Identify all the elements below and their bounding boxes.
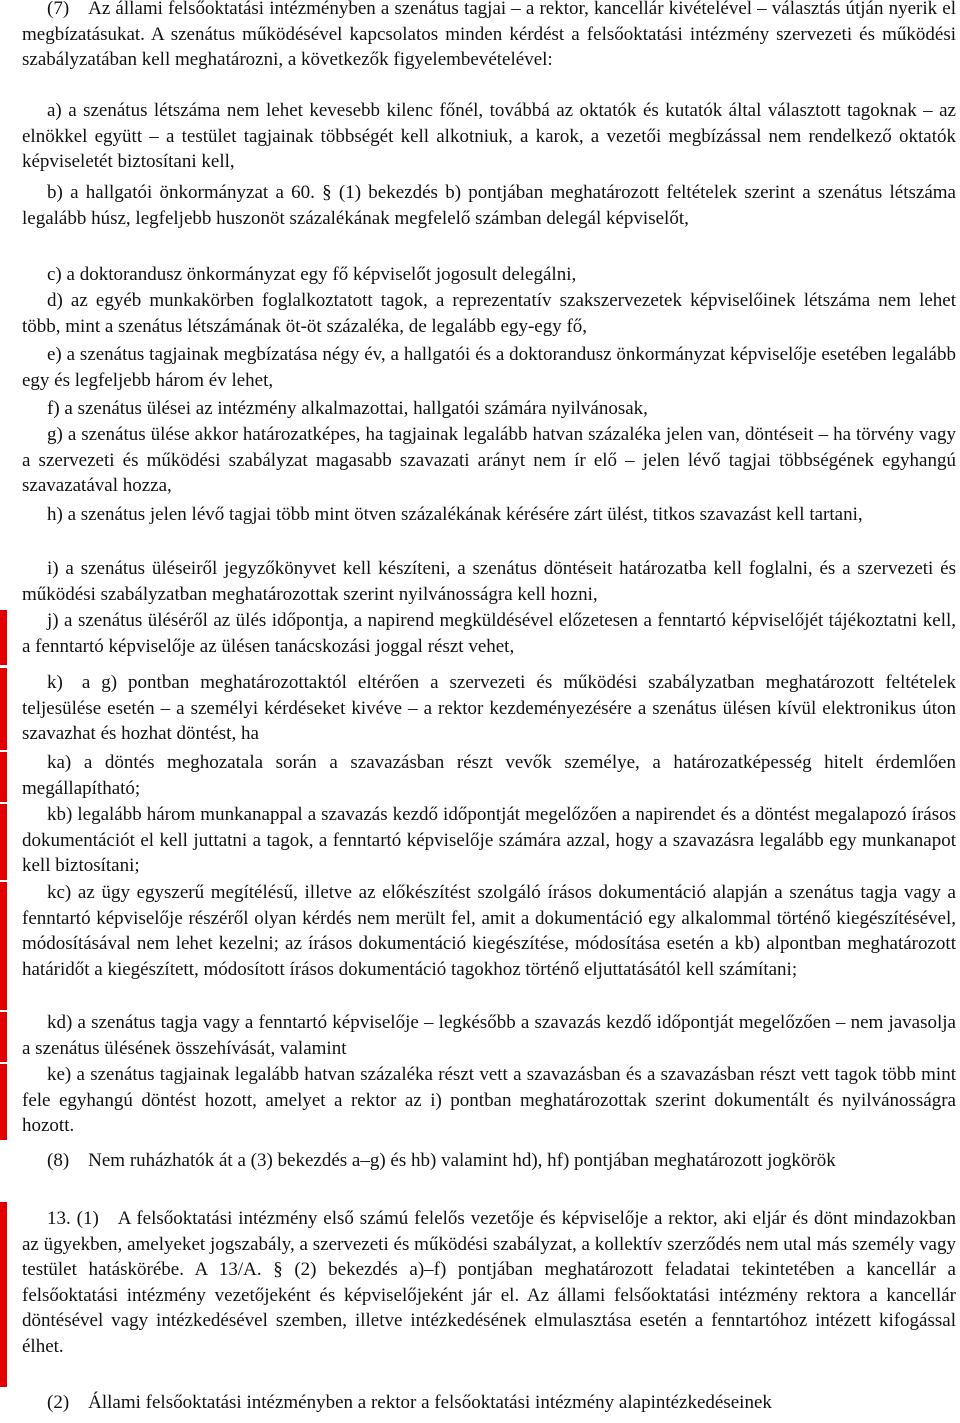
paragraph-ka: ka) a döntés meghozatala során a szavazásban részt vevők személye, a határozatképesség hitelt érdemlően megállapítható;	[22, 752, 956, 799]
paragraph-7: (7) Az állami felsőoktatási intézményben a szenátus tagjai – a rektor, kancellár kivételével – választás útján nyerik el megbízatásukat. A szenátus működésével kapcsolatos minden kérdést a felsőoktatási intézmény szervezeti és működési szabályzatában kell meghatározni, a következők figyelembevételével:	[22, 0, 956, 71]
paragraph-13: 13. (1) A felsőoktatási intézmény első számú felelős vezetője és képviselője a rektor, aki eljár és dönt mindazokban az ügyekben, amelyeket jogszabály, a szervezeti és működési szabályzat, a kollektív szerződés nem utal más személy vagy testület hatáskörébe. A 13/A. § (2) bekezdés a)–f) pontjában meghatározott feladatai tekintetében a kancellár a felsőoktatási intézmény vezetőjeként és képviselőjeként jár el. Az állami felsőoktatási intézmény rektora a kancellár döntésével vagy intézkedésével szemben, illetve intézkedésének elmulasztása esetén a fenntartóhoz intézett kifogással élhet.	[22, 1208, 956, 1357]
paragraph-h: h) a szenátus jelen lévő tagjai több mint ötven százalékának kérésére zárt ülést, titkos szavazást kell tartani,	[47, 504, 863, 525]
change-marker	[0, 882, 7, 1010]
paragraph-d: d) az egyéb munkakörben foglalkoztatott tagok, a reprezentatív szakszervezetek képviselőinek létszáma nem lehet több, mint a szenátus létszámának öt-öt százaléka, de legalább egy-egy fő,	[22, 290, 956, 337]
paragraph-f: f) a szenátus ülései az intézmény alkalmazottai, hallgatói számára nyilvánosak,	[47, 398, 648, 419]
paragraph-8: (8) Nem ruházhatók át a (3) bekezdés a–g) és hb) valamint hd), hf) pontjában meghatározott jogkörök	[47, 1150, 836, 1171]
paragraph-kc: kc) az ügy egyszerű megítélésű, illetve az előkészítést szolgáló írásos dokumentáció alapján a szenátus tagja vagy a fenntartó képviselője részéről olyan kérdés nem merült fel, amit a dokumentáció egy alkalommal történő kiegészítésével, módosításával nem lehet kezelni; az írásos dokumentáció kiegészítése, módosítása esetén a kb) alpontban meghatározott határidőt a kiegészített, módosított írásos dokumentáció tagokhoz történő eljuttatásától kell számítani;	[22, 882, 956, 980]
paragraph-kb: kb) legalább három munkanappal a szavazás kezdő időpontját megelőzően a napirendet és a döntést megalapozó írásos dokumentációt el kell juttatni a tagok, a fenntartó képviselője számára azzal, hogy a szavazásra legalább egy munkanapot kell biztosítani;	[22, 804, 956, 877]
paragraph-a: a) a szenátus létszáma nem lehet kevesebb kilenc főnél, továbbá az oktatók és kutatók által választott tagoknak – az elnökkel együtt – a testület tagjainak többségét kell alkotniuk, a karok, a vezetői megbízással nem rendelkező oktatók képviseletét biztosítani kell,	[22, 100, 956, 173]
change-marker	[0, 1202, 7, 1387]
change-marker	[0, 804, 7, 880]
change-marker	[0, 1064, 7, 1140]
paragraph-b: b) a hallgatói önkormányzat a 60. § (1) bekezdés b) pontjában meghatározott feltételek szerint a szenátus létszáma legalább húsz, legfeljebb huszonöt százalékának megfelelő számban delegál képviselőt,	[22, 182, 956, 229]
paragraph-k: k) a g) pontban meghatározottaktól eltérően a szervezeti és működési szabályzatban meghatározott feltételek teljesülése esetén – a személyi kérdéseket kivéve – a rektor kezdeményezésére a szenátus ülésen kívül elektronikus úton szavazhat és hozhat döntést, ha	[22, 672, 956, 745]
paragraph-kd: kd) a szenátus tagja vagy a fenntartó képviselője – legkésőbb a szavazás kezdő időpontját megelőzően – nem javasolja a szenátus ülésének összehívását, valamint	[22, 1012, 956, 1059]
change-marker	[0, 610, 7, 665]
change-marker	[0, 752, 7, 802]
paragraph-ke: ke) a szenátus tagjainak legalább hatvan százaléka részt vett a szavazásban és a szavazásban részt vett tagok több mint fele egyhangú döntést hozott, amelyet a rektor az i) pontban meghatározottak szerint dokumentált és nyilvánosságra hozott.	[22, 1064, 956, 1137]
paragraph-e: e) a szenátus tagjainak megbízatása négy év, a hallgatói és a doktorandusz önkormányzat képviselője esetében legalább egy és legfeljebb három év lehet,	[22, 344, 956, 391]
change-marker	[0, 668, 7, 750]
paragraph-2: (2) Állami felsőoktatási intézményben a rektor a felsőoktatási intézmény alapintézkedéseinek	[47, 1392, 772, 1413]
paragraph-g: g) a szenátus ülése akkor határozatképes, ha tagjainak legalább hatvan százaléka jelen van, döntéseit – ha törvény vagy a szervezeti és működési szabályzat magasabb szavazati arányt nem ír elő – jelen lévő tagjai többségének egyhangú szavazatával hozza,	[22, 424, 956, 497]
paragraph-i: i) a szenátus üléseiről jegyzőkönyvet kell készíteni, a szenátus döntéseit határozatba kell foglalni, és a szervezeti és működési szabályzatban meghatározottak szerint nyilvánosságra kell hozni,	[22, 558, 956, 605]
paragraph-j: j) a szenátus üléséről az ülés időpontja, a napirend megküldésével előzetesen a fenntartó képviselőjét tájékoztatni kell, a fenntartó képviselője az ülésen tanácskozási joggal részt vehet,	[22, 610, 956, 657]
paragraph-c: c) a doktorandusz önkormányzat egy fő képviselőt jogosult delegálni,	[47, 264, 577, 285]
change-marker	[0, 1012, 7, 1062]
